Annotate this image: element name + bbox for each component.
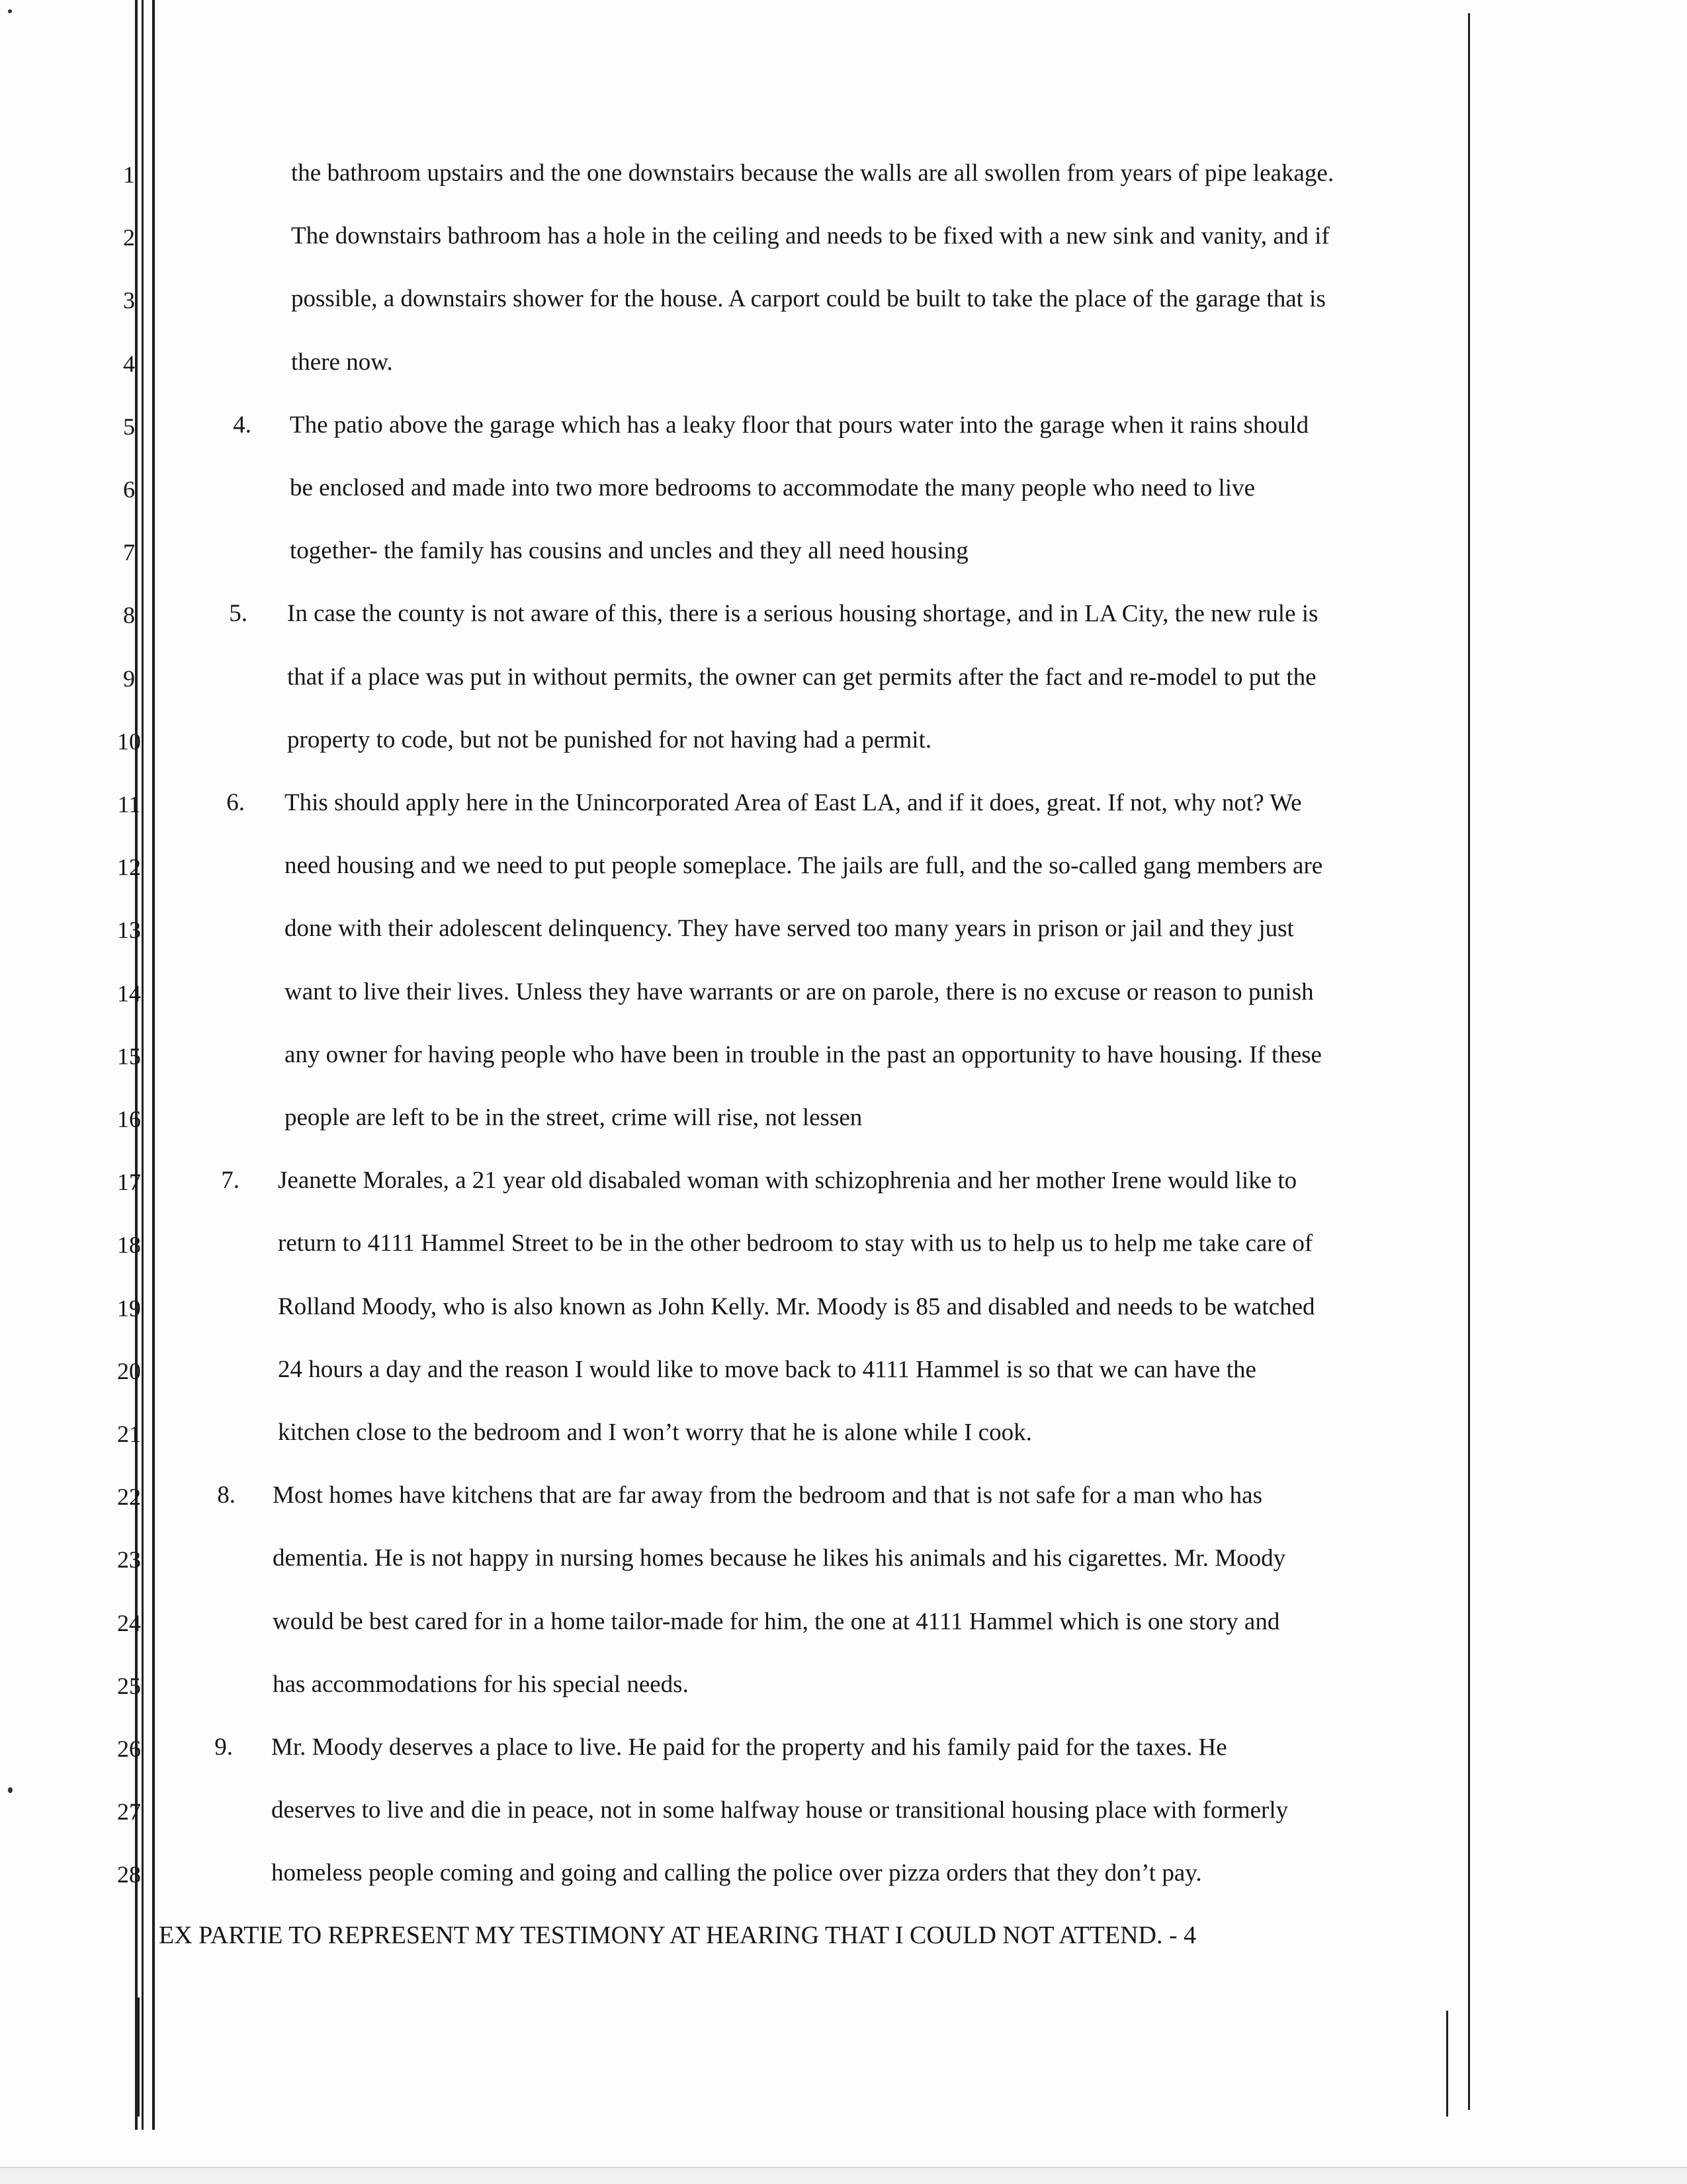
text-line: Jeanette Morales, a 21 year old disabaled woman with schizophrenia and her mother Irene would like to [277, 1167, 1297, 1195]
text-line: deserves to live and die in peace, not in some halfway house or transitional housing place with formerly [271, 1796, 1289, 1824]
text-line: has accommodations for his special needs. [272, 1670, 689, 1698]
text-line: Mr. Moody deserves a place to live. He paid for the property and his family paid for the taxes. He [271, 1734, 1227, 1761]
scan-bottom-edge [0, 2167, 1687, 2184]
line-number: 13 [117, 917, 141, 944]
line-number: 21 [117, 1421, 141, 1447]
line-number: 3 [123, 287, 135, 314]
line-number: 6 [123, 476, 135, 503]
text-line: need housing and we need to put people someplace. The jails are full, and the so-called gang members are [284, 852, 1323, 880]
text-line: This should apply here in the Unincorporated Area of East LA, and if it does, great. If not, why not? We [284, 789, 1302, 817]
text-line: Rolland Moody, who is also known as John Kelly. Mr. Moody is 85 and disabled and needs to be watched [277, 1292, 1315, 1321]
line-number: 4 [123, 350, 135, 377]
text-line: would be best cared for in a home tailor-made for him, the one at 4111 Hammel which is one story and [272, 1607, 1280, 1636]
line-number: 28 [117, 1861, 141, 1888]
line-number: 20 [117, 1357, 141, 1384]
line-number: 9 [123, 665, 135, 692]
text-line: return to 4111 Hammel Street to be in the other bedroom to stay with us to help us to help me take care of [277, 1230, 1313, 1257]
text-line: want to live their lives. Unless they have warrants or are on parole, there is no excuse or reason to punish [284, 978, 1314, 1006]
document-footer: EX PARTIE TO REPRESENT MY TESTIMONY AT HEARING THAT I COULD NOT ATTEND. - 4 [159, 1921, 1197, 1949]
paragraph-number: 7. [221, 1167, 239, 1195]
text-line: 24 hours a day and the reason I would like to move back to 4111 Hammel is so that we can have the [277, 1355, 1256, 1384]
line-number: 26 [117, 1736, 141, 1762]
line-number: 24 [117, 1609, 141, 1636]
line-number: 8 [123, 602, 135, 629]
right-binding-mark [1446, 2011, 1448, 2117]
line-number: 11 [117, 791, 141, 818]
text-line: possible, a downstairs shower for the house. A carport could be built to take the place of the garage that is [290, 285, 1326, 313]
text-line: The downstairs bathroom has a hole in the ceiling and needs to be fixed with a new sink and vanity, and if [290, 222, 1330, 250]
text-line: that if a place was put in without permits, the owner can get permits after the fact and re-model to put the [286, 663, 1317, 691]
text-line: The patio above the garage which has a leaky floor that pours water into the garage when it rains should [289, 411, 1309, 439]
line-number: 12 [117, 854, 141, 881]
line-number: 16 [117, 1106, 141, 1132]
scan-speck [8, 9, 12, 13]
text-line: homeless people coming and going and calling the police over pizza orders that they don’t pay. [271, 1859, 1202, 1887]
text-line: Most homes have kitchens that are far away from the bedroom and that is not safe for a man who has [272, 1482, 1263, 1509]
line-number: 2 [123, 224, 135, 251]
paragraph-number: 8. [217, 1482, 236, 1509]
line-number: 10 [117, 728, 141, 755]
text-line: dementia. He is not happy in nursing homes because he likes his animals and his cigarettes. Mr. Moody [272, 1544, 1286, 1572]
text-line: In case the county is not aware of this, there is a serious housing shortage, and in LA City, the new rule is [286, 600, 1319, 628]
text-line: done with their adolescent delinquency. They have served too many years in prison or jail and they just [284, 915, 1294, 943]
text-line: property to code, but not be punished for not having had a permit. [286, 726, 932, 754]
text-line: the bathroom upstairs and the one downstairs because the walls are all swollen from years of pipe leakage. [290, 159, 1334, 187]
text-line: people are left to be in the street, crime will rise, not lessen [284, 1104, 863, 1132]
line-number: 17 [117, 1169, 141, 1196]
line-number: 14 [117, 980, 141, 1007]
text-line: there now. [290, 348, 393, 376]
line-number: 25 [117, 1672, 141, 1699]
text-line: kitchen close to the bedroom and I won’t worry that he is alone while I cook. [277, 1419, 1032, 1447]
line-number: 23 [117, 1546, 141, 1574]
line-number: 7 [123, 539, 135, 566]
line-number: 15 [117, 1042, 141, 1070]
left-binding-mark [138, 1997, 140, 2117]
paragraph-number: 4. [233, 411, 251, 439]
paragraph-number: 5. [229, 600, 247, 628]
line-number: 1 [123, 161, 135, 188]
line-number: 19 [117, 1294, 141, 1322]
paragraph-number: 9. [214, 1734, 233, 1761]
text-line: be enclosed and made into two more bedrooms to accommodate the many people who need to live [289, 474, 1256, 502]
text-line: together- the family has cousins and uncles and they all need housing [289, 537, 969, 565]
text-line: any owner for having people who have been in trouble in the past an opportunity to have housing. If these [284, 1040, 1322, 1069]
line-number: 18 [117, 1232, 141, 1259]
right-margin-rule [1468, 13, 1470, 2110]
line-number: 27 [117, 1798, 141, 1826]
scan-speck [8, 1787, 13, 1793]
line-number: 5 [123, 413, 135, 440]
paragraph-number: 6. [226, 789, 245, 816]
line-number: 22 [117, 1484, 141, 1511]
